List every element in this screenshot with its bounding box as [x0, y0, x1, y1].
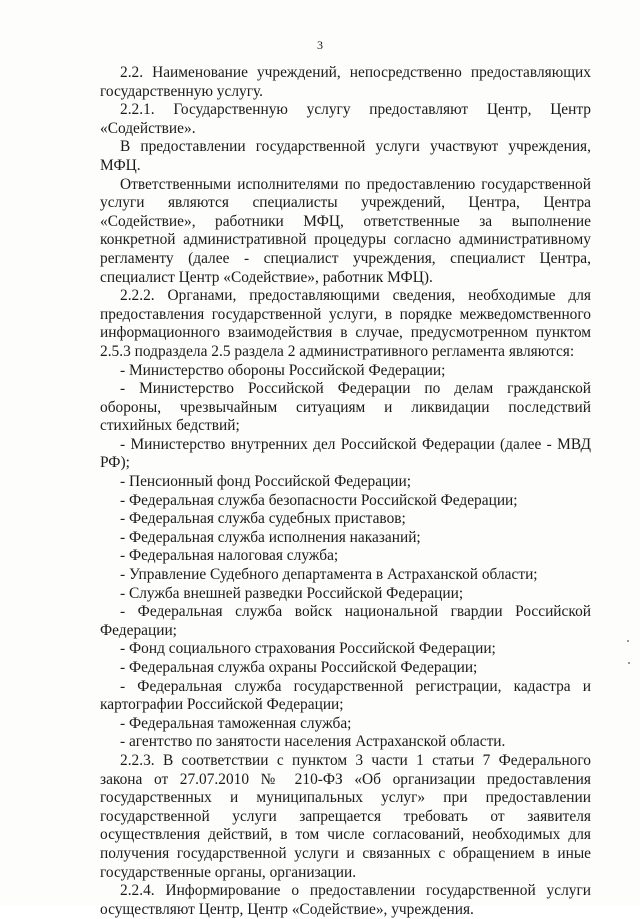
paragraph-2-2: 2.2. Наименование учреждений, непосредственно предоставляющих государственную услугу.	[100, 64, 591, 100]
agency-item: - Федеральная служба безопасности Российской Федерации;	[120, 491, 518, 509]
page-number: 3	[317, 38, 323, 52]
agency-item: - Федеральная служба охраны Российской Федерации;	[120, 659, 478, 676]
agency-item: - Министерство внутренних дел Российской Федерации (далее - МВД РФ);	[100, 435, 591, 472]
scan-speck	[627, 640, 629, 642]
agency-list	[100, 362, 591, 752]
paragraph-2-2-1: 2.2.1. Государственную услугу предоставляют Центр, Центр «Содействие».	[100, 101, 591, 137]
agency-item: - Федеральная налоговая служба;	[120, 547, 339, 565]
paragraph-responsible: Ответственными исполнителями по предоставлению государственной услуги являются специалисты учреждений, Центра, Центра «Содействие», работники МФЦ, ответственные за выполнение конкретной административной процедуры согласно административному регламенту (далее - специалист учреждения, специалист Центра, специалист Центр «Содействие», работник МФЦ).	[100, 175, 591, 286]
agency-item: - Пенсионный фонд Российской Федерации;	[120, 473, 412, 491]
agency-item: - Фонд социального страхования Российской Федерации;	[120, 640, 496, 658]
paragraph-2-2-4: 2.2.4. Информирование о предоставлении государственной услуги осуществляют Центр, Центр «Содействие», учреждения.	[100, 882, 591, 918]
agency-item: - Служба внешней разведки Российской Федерации;	[120, 584, 464, 602]
scan-speck	[628, 662, 630, 664]
document-body	[100, 64, 591, 919]
paragraph-2-2-3: 2.2.3. В соответствии с пунктом 3 части 1 статьи 7 Федерального закона от 27.07.2010 № 210-ФЗ «Об организации предоставления государственных и муниципальных услуг» при предоставлении государственной услуги запрещается требовать от заявителя осуществления действий, в том числе согласований, необходимых для получения государственной услуги и связанных с обращением в иные государственные органы, организации.	[100, 751, 591, 881]
agency-item: - Министерство Российской Федерации по делам гражданской обороны, чрезвычайным ситуациям и ликвидации последствий стихийных бедствий;	[100, 380, 591, 435]
agency-item: - Федеральная таможенная служба;	[120, 714, 352, 732]
agency-item: - Федеральная служба войск национальной гвардии Российской Федерации;	[100, 603, 591, 639]
agency-item: - Федеральная служба государственной регистрации, кадастра и картографии Российской Федерации;	[100, 677, 591, 714]
agency-item: - Федеральная служба судебных приставов;	[120, 510, 406, 528]
agency-item: - агентство по занятости населения Астраханской области.	[120, 733, 506, 751]
paragraph-2-2-2: 2.2.2. Органами, предоставляющими сведения, необходимые для предоставления государственной услуги, в порядке межведомственного информационного взаимодействия в случае, предусмотренном пунктом 2.5.3 подраздела 2.5 раздела 2 административного регламента являются:	[100, 287, 591, 360]
paragraph-participants: В предоставлении государственной услуги участвуют учреждения, МФЦ.	[100, 138, 591, 174]
agency-item: - Министерство обороны Российской Федерации;	[120, 361, 446, 379]
agency-item: - Федеральная служба исполнения наказаний;	[120, 528, 421, 546]
agency-item: - Управление Судебного департамента в Астраханской области;	[120, 566, 538, 584]
